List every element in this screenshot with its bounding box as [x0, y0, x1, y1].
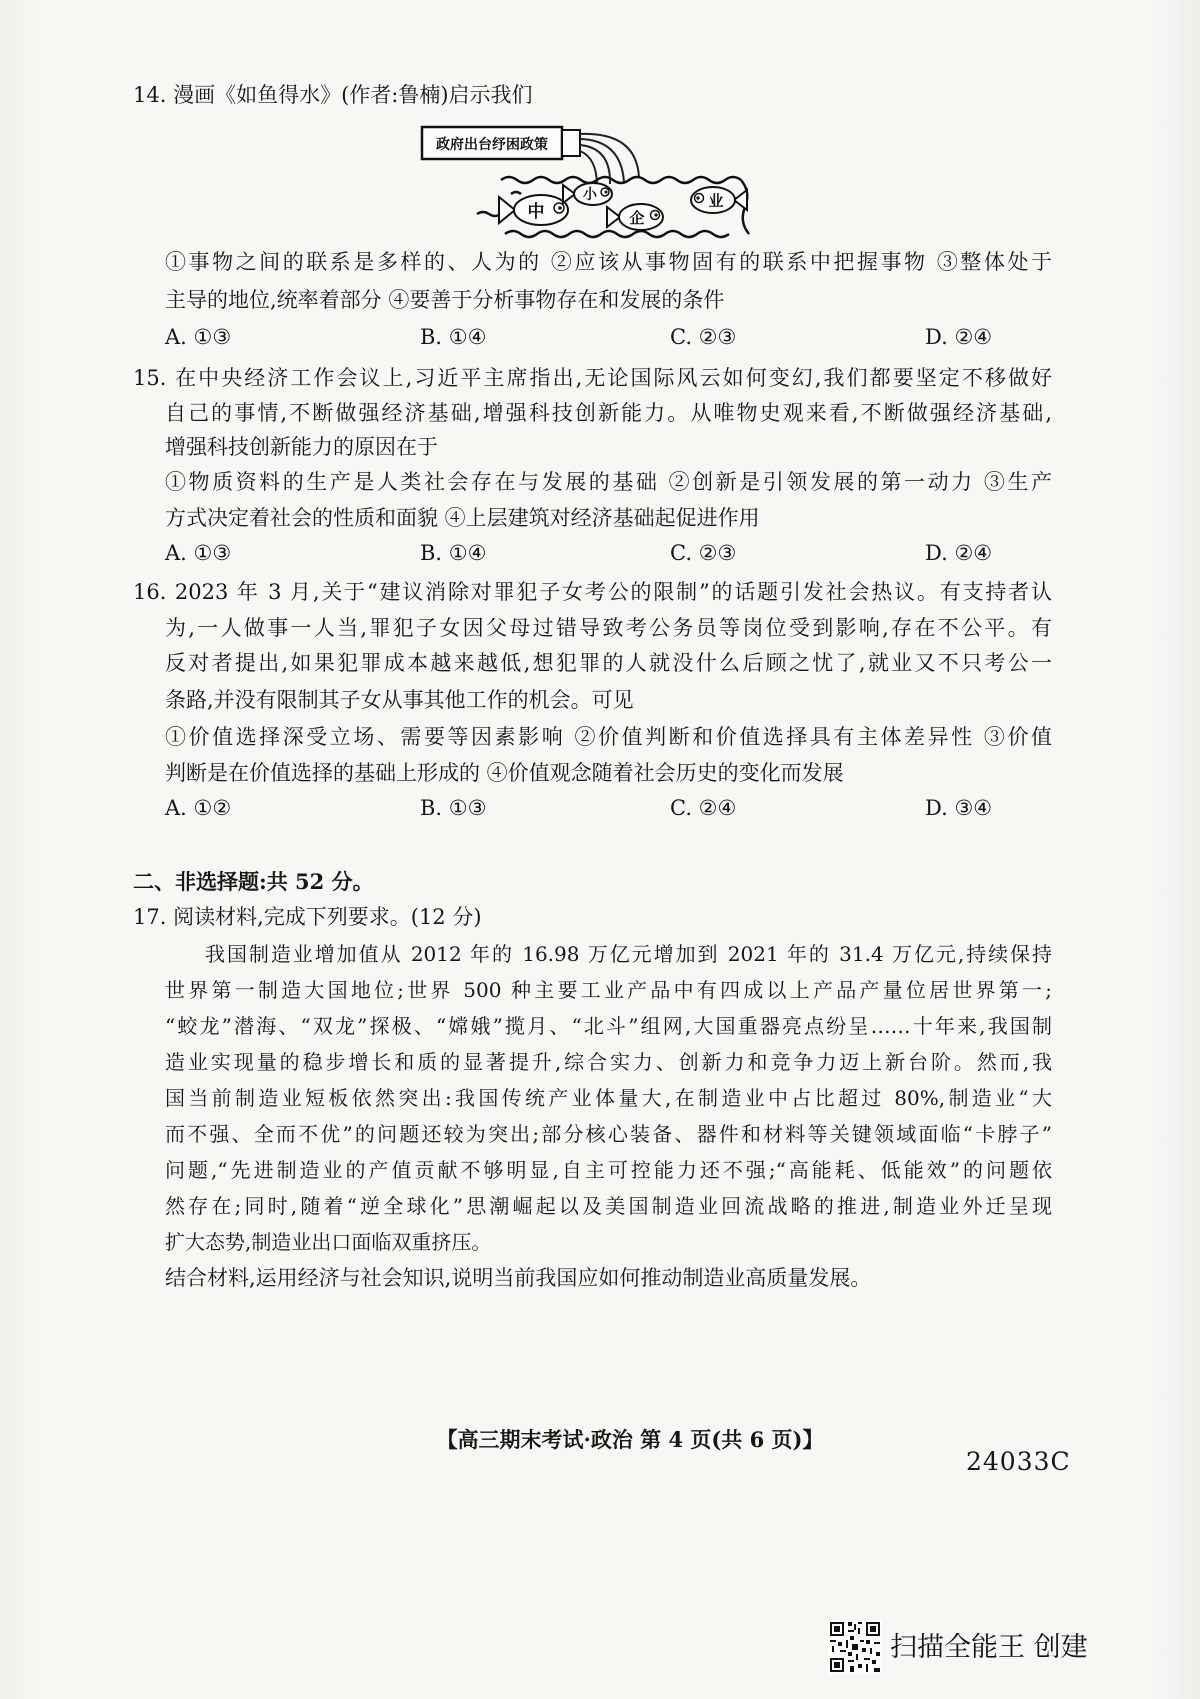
- q15-statements-line-2: 方式决定着社会的性质和面貌 ④上层建筑对经济基础起促进作用: [165, 506, 760, 530]
- q17-material-line-4: 造业实现量的稳步增长和质的显著提升,综合实力、创新力和竞争力迈上新台阶。然而,我: [165, 1050, 1052, 1074]
- fish-zhong-label: 中: [527, 202, 545, 222]
- fish-ye-label: 业: [708, 192, 724, 210]
- q17-material-line-8: 然存在;同时,随着“逆全球化”思潮崛起以及美国制造业回流战略的推进,制造业外迁呈现: [165, 1194, 1052, 1218]
- section-heading: 二、非选择题:共 52 分。: [133, 869, 374, 894]
- fish-xiao: [563, 183, 612, 205]
- fish-qi: [607, 204, 663, 230]
- q14-choice-c: C. ②③: [670, 325, 737, 349]
- q15-statements-line-1: ①物质资料的生产是人类社会存在与发展的基础 ②创新是引领发展的第一动力 ③生产: [165, 470, 1052, 494]
- cartoon-figure: [415, 118, 765, 248]
- q14-choice-b: B. ①④: [420, 325, 487, 349]
- q16-stem-line-1: 16. 2023 年 3 月,关于“建议消除对罪犯子女考公的限制”的话题引发社会热议。有支持者认: [133, 580, 1052, 604]
- q16-choice-c: C. ②④: [670, 796, 737, 820]
- q16-choice-b: B. ①③: [420, 796, 487, 820]
- q16-choice-d: D. ③④: [925, 796, 993, 820]
- q17-material-line-5: 国当前制造业短板依然突出:我国传统产业体量大,在制造业中占比超过 80%,制造业“大: [165, 1086, 1052, 1110]
- q14-stem: 14. 漫画《如鱼得水》(作者:鲁楠)启示我们: [133, 83, 533, 107]
- page-footer: 【高三期末考试·政治 第 4 页(共 6 页)】: [436, 1427, 824, 1452]
- fish-zhong: [499, 195, 568, 225]
- fish-xiao-label: 小: [583, 187, 597, 203]
- q16-stem-line-4: 条路,并没有限制其子女从事其他工作的机会。可见: [165, 688, 634, 712]
- q17-material-line-3: “蛟龙”潜海、“双龙”探极、“嫦娥”揽月、“北斗”组网,大国重器亮点纷呈……十年来,我国制: [165, 1014, 1052, 1038]
- q14-statements-line-2: 主导的地位,统率着部分 ④要善于分析事物存在和发展的条件: [165, 288, 725, 312]
- q15-choice-b: B. ①④: [420, 541, 487, 565]
- q16-stem-line-2: 为,一人做事一人当,罪犯子女因父母过错导致考公务员等岗位受到影响,存在不公平。有: [165, 616, 1052, 640]
- fish-ye: [691, 187, 747, 213]
- fish-qi-label: 企: [629, 209, 645, 227]
- scanner-watermark-text: 扫描全能王 创建: [890, 1632, 1088, 1663]
- q16-stem-line-3: 反对者提出,如果犯罪成本越来越低,想犯罪的人就没什么后顾之忧了,就业又不只考公一: [165, 651, 1052, 675]
- q15-stem-line-3: 增强科技创新能力的原因在于: [165, 435, 438, 459]
- qr-code-icon: [828, 1620, 882, 1674]
- q16-statements-line-2: 判断是在价值选择的基础上形成的 ④价值观念随着社会历史的变化而发展: [165, 761, 844, 785]
- q14-choice-d: D. ②④: [925, 325, 993, 349]
- policy-sign: [422, 127, 580, 159]
- q17-stem: 17. 阅读材料,完成下列要求。(12 分): [133, 905, 482, 929]
- q17-material-line-6: 而不强、全而不优”的问题还较为突出;部分核心装备、器件和材料等关键领域面临“卡脖子”: [165, 1122, 1052, 1146]
- q17-material-line-7: 问题,“先进制造业的产值贡献不够明显,自主可控能力还不强;“高能耗、低能效”的问题依: [165, 1158, 1052, 1182]
- q16-choice-a: A. ①②: [165, 796, 232, 820]
- q17-material-line-1: 我国制造业增加值从 2012 年的 16.98 万亿元增加到 2021 年的 31.4 万亿元,持续保持: [205, 942, 1052, 966]
- q15-choice-d: D. ②④: [925, 541, 993, 565]
- q17-task: 结合材料,运用经济与社会知识,说明当前我国应如何推动制造业高质量发展。: [165, 1266, 872, 1290]
- q15-stem-line-1: 15. 在中央经济工作会议上,习近平主席指出,无论国际风云如何变幻,我们都要坚定不移做好: [133, 366, 1052, 390]
- q15-choice-c: C. ②③: [670, 541, 737, 565]
- q16-statements-line-1: ①价值选择深受立场、需要等因素影响 ②价值判断和价值选择具有主体差异性 ③价值: [165, 725, 1052, 749]
- q17-material-line-2: 世界第一制造大国地位;世界 500 种主要工业产品中有四成以上产品产量位居世界第一;: [165, 978, 1052, 1002]
- q17-material-line-9: 扩大态势,制造业出口面临双重挤压。: [165, 1230, 492, 1254]
- q14-statements-line-1: ①事物之间的联系是多样的、人为的 ②应该从事物固有的联系中把握事物 ③整体处于: [165, 250, 1052, 274]
- q15-choice-a: A. ①③: [165, 541, 232, 565]
- exam-code: 24033C: [966, 1447, 1071, 1476]
- policy-sign-text: 政府出台纾困政策: [436, 137, 548, 153]
- q15-stem-line-2: 自己的事情,不断做强经济基础,增强科技创新能力。从唯物史观来看,不断做强经济基础,: [165, 401, 1052, 425]
- q14-choice-a: A. ①③: [165, 325, 232, 349]
